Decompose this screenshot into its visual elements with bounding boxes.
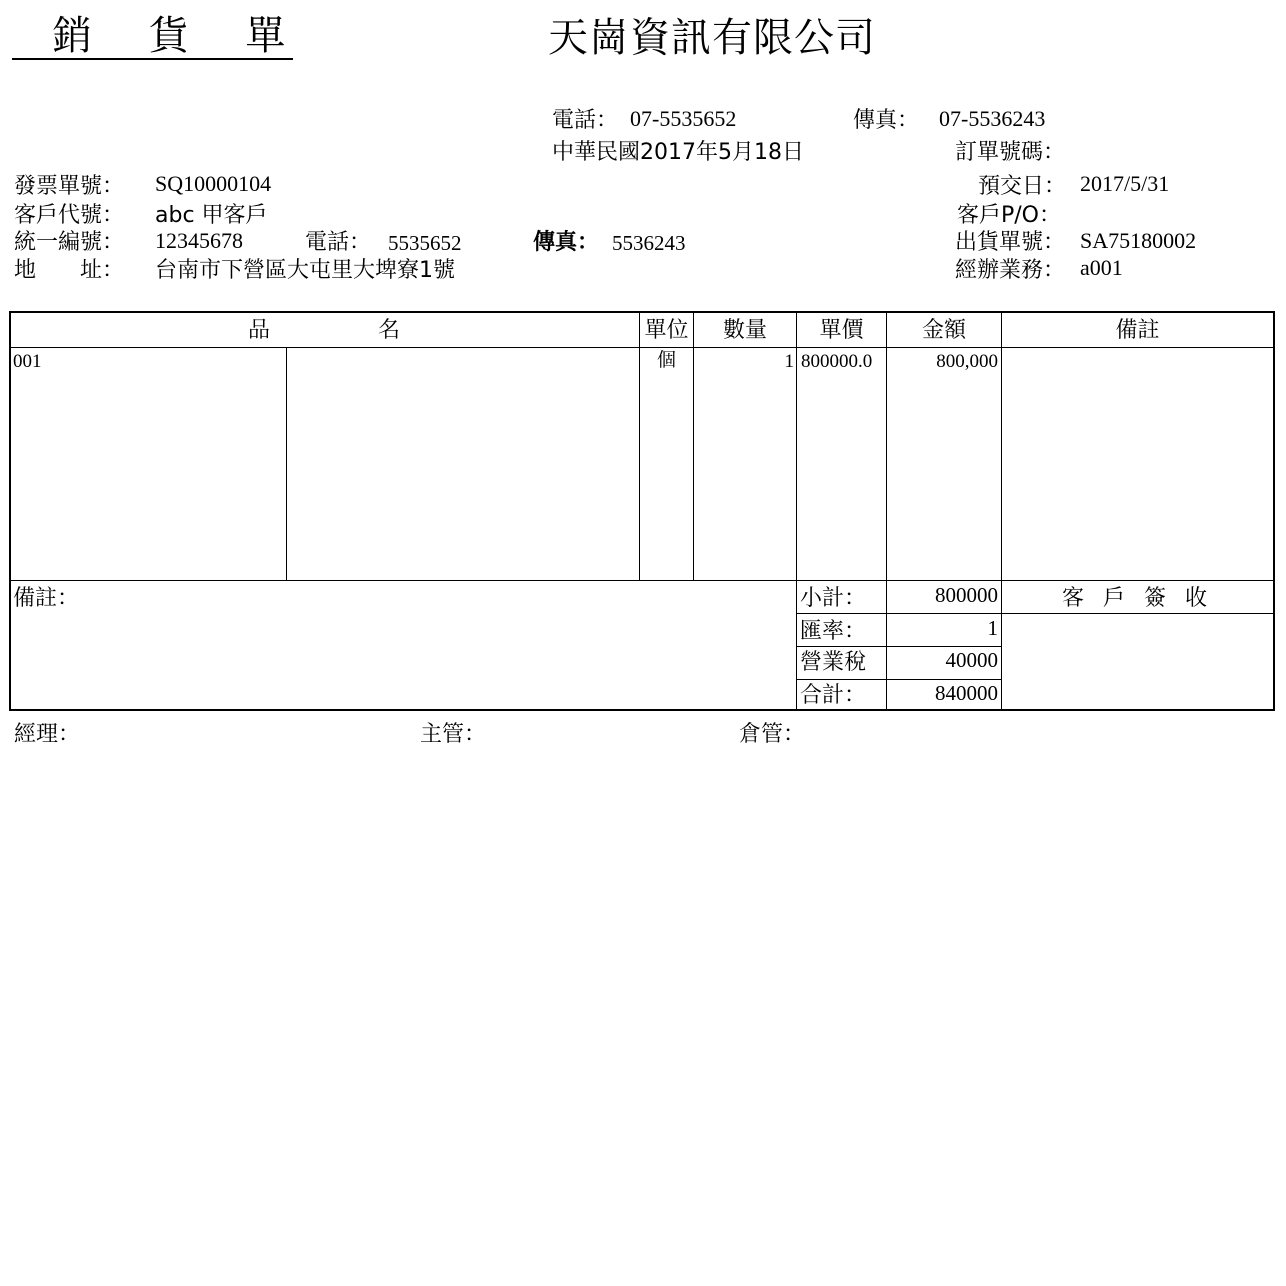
fax-value: 07-5536243 — [939, 106, 1046, 131]
invoice-no-value: SQ10000104 — [155, 171, 272, 196]
document-date: 中華民國2017年5月18日 — [552, 140, 804, 165]
tax-id-label: 統一編號： — [14, 230, 125, 255]
exchange-rate-label: 匯率： — [800, 619, 867, 644]
totals-row-line-3 — [796, 679, 1002, 680]
phone-label: 電話： — [552, 108, 619, 133]
col-line-amount — [1001, 311, 1002, 711]
customer-phone-value: 5535652 — [388, 231, 462, 255]
totals-row-line-2 — [796, 646, 1002, 647]
header-unit: 單位 — [644, 318, 689, 343]
delivery-date-value: 2017/5/31 — [1080, 171, 1170, 196]
fax-label: 傳真： — [853, 108, 920, 133]
document-title: 銷 貨 單 — [12, 16, 293, 60]
sales-rep-value: a001 — [1080, 255, 1123, 280]
address-label: 地 址： — [14, 258, 125, 283]
phone-value: 07-5535652 — [630, 106, 737, 131]
business-tax-label: 營業稅 — [800, 650, 867, 675]
address-value: 台南市下營區大屯里大埤寮1號 — [155, 258, 455, 283]
exchange-rate-value: 1 — [987, 616, 998, 640]
customer-code-value: abc 甲客戶 — [155, 203, 268, 228]
subtotal-value: 800000 — [935, 583, 998, 607]
invoice-no-label: 發票單號： — [14, 174, 125, 199]
delivery-date-label: 預交日： — [978, 174, 1067, 199]
totals-row-line-1 — [796, 613, 1002, 614]
shipment-no-value: SA75180002 — [1080, 228, 1197, 253]
subtotal-label: 小計： — [800, 586, 867, 611]
header-item-name-b: 名 — [378, 318, 401, 343]
header-price: 單價 — [819, 318, 864, 343]
row-unit: 個 — [656, 349, 676, 371]
company-name: 天崗資訊有限公司 — [548, 15, 876, 61]
sales-rep-label: 經辦業務： — [955, 258, 1066, 283]
col-line-qty — [796, 311, 797, 711]
order-no-label: 訂單號碼： — [955, 140, 1066, 165]
warehouse-signature-label: 倉管： — [739, 722, 806, 747]
business-tax-value: 40000 — [945, 648, 998, 672]
manager-signature-label: 經理： — [14, 722, 81, 747]
customer-fax-label: 傳真： — [533, 230, 600, 255]
remarks-label: 備註： — [13, 586, 80, 611]
customer-code-label: 客戶代號： — [14, 203, 125, 228]
shipment-no-label: 出貨單號： — [955, 230, 1066, 255]
header-item-name-a: 品 — [248, 318, 271, 343]
signature-header-line — [1001, 613, 1275, 614]
table-right-border — [1273, 311, 1275, 711]
col-line-code — [286, 347, 287, 580]
header-qty: 數量 — [722, 318, 767, 343]
customer-fax-value: 5536243 — [612, 231, 686, 255]
header-note: 備註 — [1115, 318, 1160, 343]
table-top-border — [9, 311, 1275, 313]
row-price: 800000.0 — [801, 351, 873, 372]
supervisor-signature-label: 主管： — [420, 722, 487, 747]
row-qty: 1 — [784, 351, 794, 372]
row-amount: 800,000 — [936, 351, 998, 372]
total-value: 840000 — [935, 681, 998, 705]
customer-phone-label: 電話： — [305, 230, 372, 255]
total-label: 合計： — [800, 683, 867, 708]
customer-po-label: 客戶P/O： — [957, 203, 1061, 228]
header-divider — [9, 347, 1275, 348]
table-bottom-border — [9, 709, 1275, 711]
customer-signature-label: 客 戶 簽 收 — [1062, 586, 1213, 611]
header-amount: 金額 — [921, 318, 966, 343]
tax-id-value: 12345678 — [155, 228, 243, 253]
body-divider — [9, 580, 1275, 581]
table-left-border — [9, 311, 11, 711]
row-item-code: 001 — [13, 351, 42, 372]
